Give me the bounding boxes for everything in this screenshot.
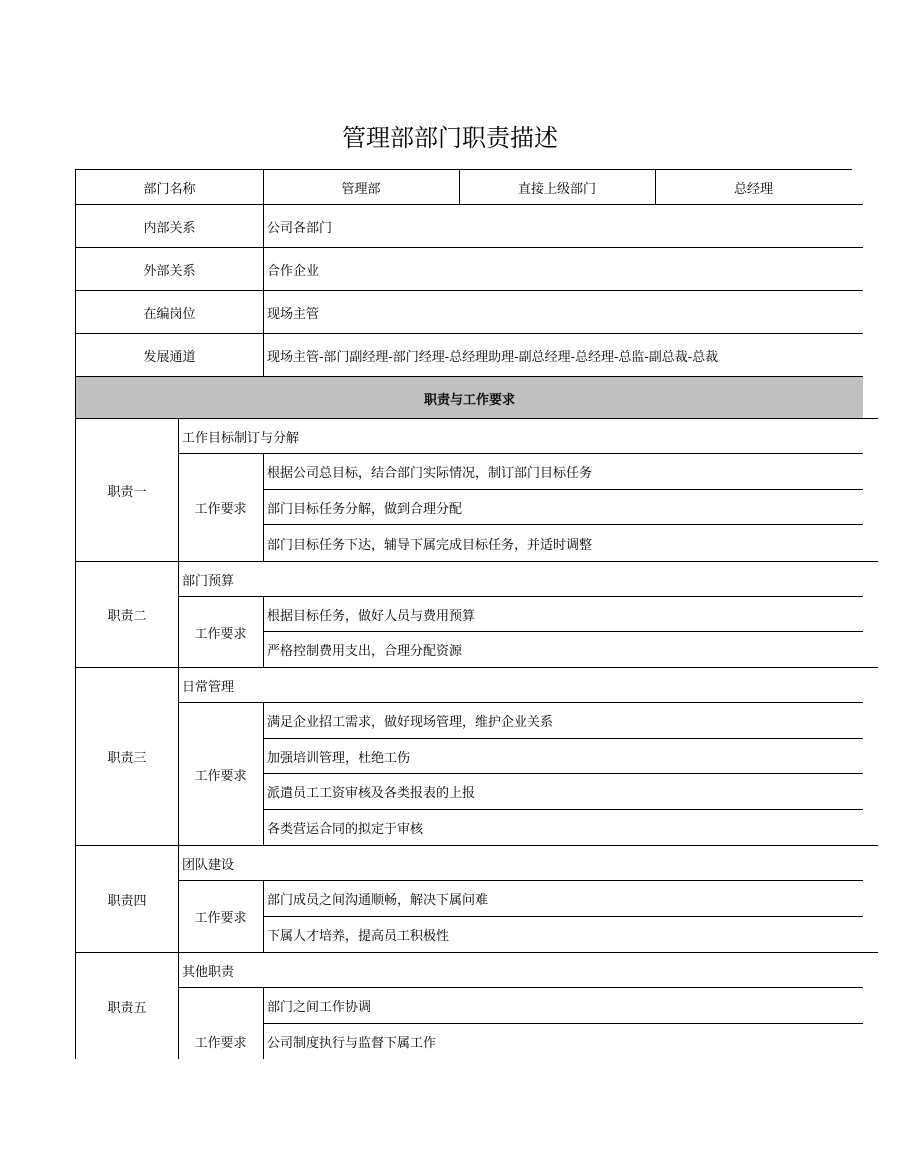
superior-dept-value: 总经理 [655, 169, 852, 205]
duty-3-requirement-4: 各类营运合同的拟定于审核 [263, 809, 863, 845]
career-path-label: 发展通道 [75, 333, 264, 377]
duty-3-title: 日常管理 [178, 667, 878, 703]
duty-5-title: 其他职责 [178, 952, 878, 988]
duty-2-requirement-label: 工作要求 [178, 596, 264, 667]
internal-relation-label: 内部关系 [75, 204, 264, 248]
duty-3-requirement-1: 满足企业招工需求，做好现场管理，维护企业关系 [263, 702, 863, 738]
duty-2-requirement-1: 根据目标任务，做好人员与费用预算 [263, 596, 863, 632]
duty-2-title: 部门预算 [178, 561, 878, 597]
dept-name-label: 部门名称 [75, 169, 264, 205]
external-relation-label: 外部关系 [75, 247, 264, 291]
duty-1-name: 职责一 [75, 418, 179, 561]
internal-relation-value: 公司各部门 [263, 204, 863, 248]
duty-5-requirement-2: 公司制度执行与监督下属工作 [263, 1023, 863, 1059]
duty-5-requirement-1: 部门之间工作协调 [263, 987, 863, 1023]
duty-1-requirement-label: 工作要求 [178, 453, 264, 561]
duty-3-requirement-3: 派遣员工工资审核及各类报表的上报 [263, 773, 863, 809]
duty-4-title: 团队建设 [178, 845, 878, 881]
duty-5-requirement-label: 工作要求 [178, 987, 264, 1059]
duty-3-name: 职责三 [75, 667, 179, 845]
section-header: 职责与工作要求 [75, 376, 863, 419]
duty-3-requirement-label: 工作要求 [178, 702, 264, 845]
duty-5-name: 职责五 [75, 952, 179, 1059]
duty-2-requirement-2: 严格控制费用支出，合理分配资源 [263, 631, 863, 667]
duty-1-requirement-1: 根据公司总目标，结合部门实际情况，制订部门目标任务 [263, 453, 863, 489]
duty-4-requirement-1: 部门成员之间沟通顺畅，解决下属问难 [263, 880, 863, 916]
duty-3-requirement-2: 加强培训管理，杜绝工伤 [263, 738, 863, 774]
duty-4-name: 职责四 [75, 845, 179, 952]
duty-2-name: 职责二 [75, 561, 179, 667]
duty-1-requirement-2: 部门目标任务分解，做到合理分配 [263, 489, 863, 525]
superior-dept-label: 直接上级部门 [459, 169, 656, 205]
dept-name-value: 管理部 [263, 169, 460, 205]
duty-1-title: 工作目标制订与分解 [178, 418, 878, 454]
duty-4-requirement-label: 工作要求 [178, 880, 264, 952]
staffed-position-value: 现场主管 [263, 290, 863, 334]
external-relation-value: 合作企业 [263, 247, 863, 291]
page-title: 管理部部门职责描述 [342, 124, 558, 152]
staffed-position-label: 在编岗位 [75, 290, 264, 334]
career-path-value: 现场主管-部门副经理-部门经理-总经理助理-副总经理-总经理-总监-副总裁-总裁 [263, 333, 863, 377]
duty-4-requirement-2: 下属人才培养，提高员工积极性 [263, 916, 863, 952]
duty-1-requirement-3: 部门目标任务下达，辅导下属完成目标任务，并适时调整 [263, 524, 863, 561]
